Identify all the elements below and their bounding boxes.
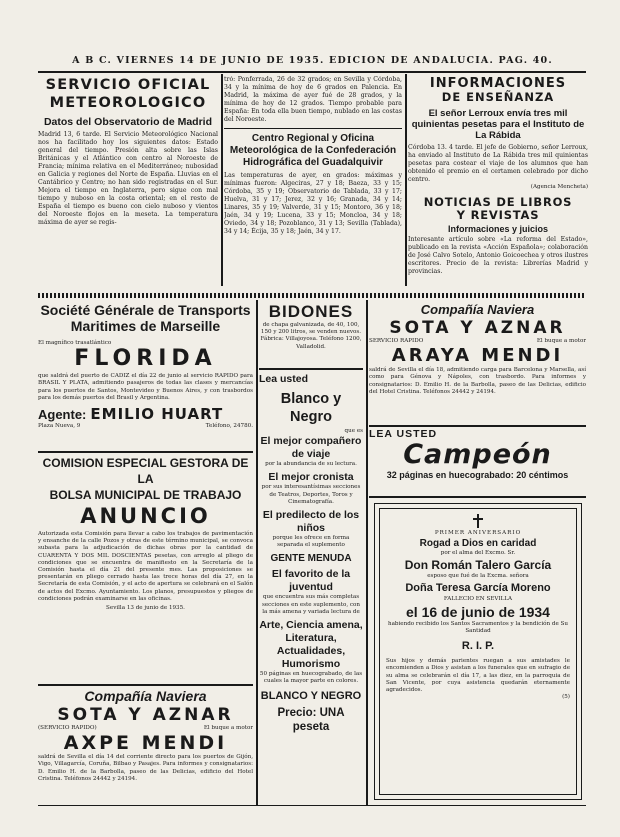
comision-date: Sevilla 13 de junio de 1935. [106,605,185,612]
campeon-title: Campeón [403,439,552,470]
araya-ad [369,302,586,422]
araya-divider [369,425,586,427]
blanco-title: Blanco y Negro [280,391,342,425]
noticias-body: Interesante artículo sobre «La reforma del Estado», publicado en la revista «Acción Española»; colaboración de José Calvo Sotelo, Antonio Goicoechea y otros ilustres escritores. Precio de la revista: Librerías Madrid y provincias. [408,236,588,276]
campeon-ad [369,428,586,493]
bidones-body: de chapa galvanizada, de 40, 100, 150 y 200 litros, se venden nuevos. Fábrica: Villajoyosa. Teléfono 1200, Valladolid. [260,322,362,350]
campeon-subtitle: 32 páginas en huecograbado: 20 céntimos [386,470,569,480]
informaciones-signature: (Agencia Mencheta) [530,184,588,190]
blanco-p3: El predilecto de los niños [262,509,360,535]
servicio-body: Madrid 13, 6 tarde. El Servicio Meteorológico Nacional nos ha facilitado hoy los siguientes datos: Estado general del tiempo. Presión alta sobre las Islas Británicas y el Atlántico con centro al Noroeste de Francia; mínima relativa en el Mediterráneo; nubosidad en Galicia y regiones del Norte de España. Lluvias en el Cantábrico y Centro; no han sido registradas en el Sur. Mejora el tiempo en Inglaterra, pero sigue con mal tiempo y nuboso en la costa oriental; en el resto de España el tiempo es bueno con cielo nuboso y vientos del Noroeste flojos en la meseta. La temperatura máxima de ayer se regis- [38,131,218,226]
servicio-meteorologico [38,76,218,284]
esquela-number: (5) [562,694,570,701]
blanco-p6: Arte, Ciencia amena, Literatura, Actualidades, Humorismo [259,619,363,671]
axpe-body: saldrá de Sevilla el día 14 del corriente directo para los puertos de Gijón, Vigo, Villagarcía, Coruña, Bilbao y Pasajes. Para informes y consignatarios: D. Emilio H. de la Barbolla, paseo de las Delicias, edificio del Hotel Cristina. Teléfonos 24442 y 24194. [38,754,253,782]
axpe-service-row [38,725,253,732]
centro-title: Centro Regional y Oficina Meteorológica de la Confederación Hidrográfica del Guadalquivir [229,133,397,168]
esquela [374,503,582,800]
axpe-service: (SERVICIO RAPIDO) [38,725,97,731]
transports-phone: Teléfono, 24780. [205,423,253,430]
esquela-inner-frame [379,508,577,795]
transports-ad [38,302,253,450]
informaciones-headline: El señor Lerroux envía tres mil quinientas pesetas para el Instituto de La Rábida [411,108,585,141]
transports-title-1: Société Générale de Transports [40,302,251,318]
transports-body: que saldrá del puerto de CADIZ el día 22 de junio al servicio RAPIDO para BRASIL Y PLATA, admitiendo pasajeros de todas las clases y mercancías para los puertos de Santos, Montevideo y Buenos Aires, y con trasbordos para los demás puertos del Brasil y Argentina. [38,373,253,401]
noticias-title-1: NOTICIAS DE LIBROS [423,195,573,210]
col2-divider [224,128,402,129]
noticias-title-2: Y REVISTAS [456,208,540,223]
blanco-p5: El favorito de la juventud [271,568,351,594]
transports-intro: El magnífico trasatlántico [38,340,112,346]
araya-name: SOTA Y AZNAR [389,318,566,338]
blanco-que-es: que es [344,428,363,434]
section-divider [38,293,586,298]
ads-divider-1 [38,451,253,453]
esquela-ruego: Rogad a Dios en caridad [419,538,537,550]
meteorologico-continuation [224,76,402,284]
axpe-ad [38,688,253,800]
esquela-fallecio: FALLECIO EN SEVILLA [443,595,513,602]
esquela-rip: R. I. P. [461,640,495,653]
esquela-name: Don Román Talero García [404,558,552,573]
masthead-rule [38,71,586,73]
transports-agent-label: Agente: [38,407,87,423]
bidones-title: BIDONES [268,302,354,321]
blanco-p4: GENTE MENUDA [270,553,352,565]
blanco-p3b: porque les ofrece en forma separada el suplemento [272,535,350,549]
transports-agent: EMILIO HUART [90,405,224,424]
axpe-ship: AXPE MENDI [63,732,228,755]
blanco-p1: El mejor compañero de viaje [260,435,362,461]
col2-body: tró: Ponferrada, 26 de 32 grados; en Sevilla y Córdoba, 34 y la mínima de hoy de 6 grados en Palencia. En Madrid, la máxima de ayer fué de 28 grados, y la mínima de hoy de 12 grados. Tiempo probable para España: En toda ella buen tiempo, nublado en las costas del Noroeste. [224,76,402,123]
comision-title-2: BOLSA MUNICIPAL DE TRABAJO [49,488,242,502]
informaciones-body: Córdoba 13. 4 tarde. El jefe de Gobierno, señor Lerroux, ha enviado al Instituto de La Rábida tres mil quinientas pesetas para costear el viaje de los alumnos que han obtenido el premio en el certamen celebrado por dicho centro. [408,144,588,183]
transports-title-2: Maritimes de Marseille [70,318,221,334]
noticias-subtitle: Informaciones y juicios [447,224,549,235]
axpe-intro: El buque a motor [203,725,253,731]
transports-address: Plaza Nueva, 9 [38,423,81,430]
blanco-p6b: 50 páginas en huecograbado, de las cuales la mayor parte en colores. [259,671,363,685]
blanco-p2: El mejor cronista [268,471,354,484]
araya-ship: ARAYA MENDI [391,345,564,367]
campeon-lea: LEA USTED [369,428,438,440]
axpe-company: Compañía Naviera [84,688,207,704]
transports-agent-row [38,405,253,423]
masthead: A B C. VIERNES 14 DE JUNIO DE 1935. EDICION DE ANDALUCIA. PAG. 40. [72,55,553,66]
esquela-body: Sus hijos y demás parientes ruegan a sus amistades le encomienden a Dios y asistan a los funerales que en sufragio de su alma se celebrarán el día 17, a las diez, en la parroquia de San Vicente, por cuya asistencia quedarán eternamente agradecidos. [386,658,570,694]
bidones-ad [259,302,363,370]
esquela-cross-wrap [386,514,570,530]
ads-rule-1 [256,300,258,805]
informaciones-ensenanza [408,76,588,284]
blanco-p2b: por sus interesantísimas secciones de Teatros, Deportes, Toros y Cinematografía. [261,484,361,505]
blanco-ad [259,372,363,802]
comision-anuncio: ANUNCIO [80,504,211,528]
bidones-divider [259,368,363,370]
blanco-p5b: que encuentra sus más completas secciones en este suplemento, con la más amena y variada lectura de [261,594,361,615]
column-rule-1 [221,74,223,286]
informaciones-title-2: DE ENSEÑANZA [441,90,555,104]
araya-intro: El buque a motor [536,338,586,344]
informaciones-title-1: INFORMACIONES [429,76,567,91]
blanco-footer: BLANCO Y NEGRO [260,690,362,703]
bottom-rule [38,805,586,806]
araya-service: SERVICIO RAPIDO [369,338,424,344]
transports-ship: FLORIDA [74,346,217,372]
transports-contact-row [38,423,253,430]
esquela-date: el 16 de junio de 1934 [406,603,550,620]
cross-icon [473,514,483,528]
blanco-price: Precio: UNA peseta [277,707,345,734]
servicio-title-1: SERVICIO OFICIAL [45,77,211,93]
araya-body: saldrá de Sevilla el día 18, admitiendo carga para Barcelona y Marsella, así como para Génova y Nápoles, con trasbordo. Para informes y consignatarios: D. Emilio H. de la Barbolla, paseo de las Delicias, edificio del Hotel Cristina. Teléfonos 24442 y 24194. [369,367,586,395]
araya-service-row [369,338,586,345]
esquela-sacramentos: habiendo recibido los Santos Sacramentos y la bendición de Su Santidad [387,620,569,635]
servicio-title-2: METEOROLOGICO [49,95,207,111]
axpe-name: SOTA Y AZNAR [57,705,234,725]
esquela-esposo: esposo que fué de la Excma. señora [427,573,529,580]
esquela-alma: por el alma del Excmo. Sr. [440,550,516,557]
centro-body: Las temperaturas de ayer, en grados: máximas y mínimas fueron: Algeciras, 27 y 18; Baeza, 33 y 15; Córdoba, 35 y 19; Observatorio de Tablada, 33 y 17; Huelva, 31 y 17; Jerez, 32 y 16; Granada, 34 y 14; Linares, 35 y 19; Valverde, 31 y 15; Montoro, 36 y 18; Jaén, 34 y 19; Lucena, 33 y 15; Moncloa, 34 y 18; Oviedo, 34 y 18; Pozoblanco, 31 y 13; Sevilla (Tablada), 34 y 14; Écija, 35 y 18; Jaén, 34 y 17. [224,172,402,235]
column-rule-2 [405,74,407,286]
comision-body: Autorizada esta Comisión para llevar a cabo los trabajos de pavimentación y ensanche de la calle Pozos y otras de este término municipal, se convoca subasta para la adjudicación de dichas obras por la cantidad de CUARENTA Y DOS MIL DOSCIENTAS pesetas, con arreglo al pliego de condiciones que se encuentra de manifiesto en la Secretaría de la Comisión hasta el día 21 del presente mes. Las proposiciones se presentarán en pliego cerrado hasta las trece horas del día 27, en la Secretaría de esta Comisión, y el acto de apertura se celebrará en el Salón de actos del Excmo. Ayuntamiento. Los planos, presupuestos y pliegos de condiciones podrán examinarse en las oficinas. [38,531,253,602]
esquela-aniversario: PRIMER ANIVERSARIO [434,530,522,536]
blanco-lea: Lea usted [259,373,309,385]
servicio-subtitle: Datos del Observatorio de Madrid [43,116,213,128]
esquela-wife: Doña Teresa García Moreno [405,581,551,594]
comision-ad [38,455,253,681]
ads-rule-2 [366,300,368,805]
campeon-divider [369,496,586,498]
comision-title-1: COMISION ESPECIAL GESTORA DE LA [42,456,249,486]
ads-divider-2 [38,684,253,686]
araya-company: Compañía Naviera [420,302,535,317]
blanco-p1b: por la abundancia de su lectura. [265,461,357,468]
